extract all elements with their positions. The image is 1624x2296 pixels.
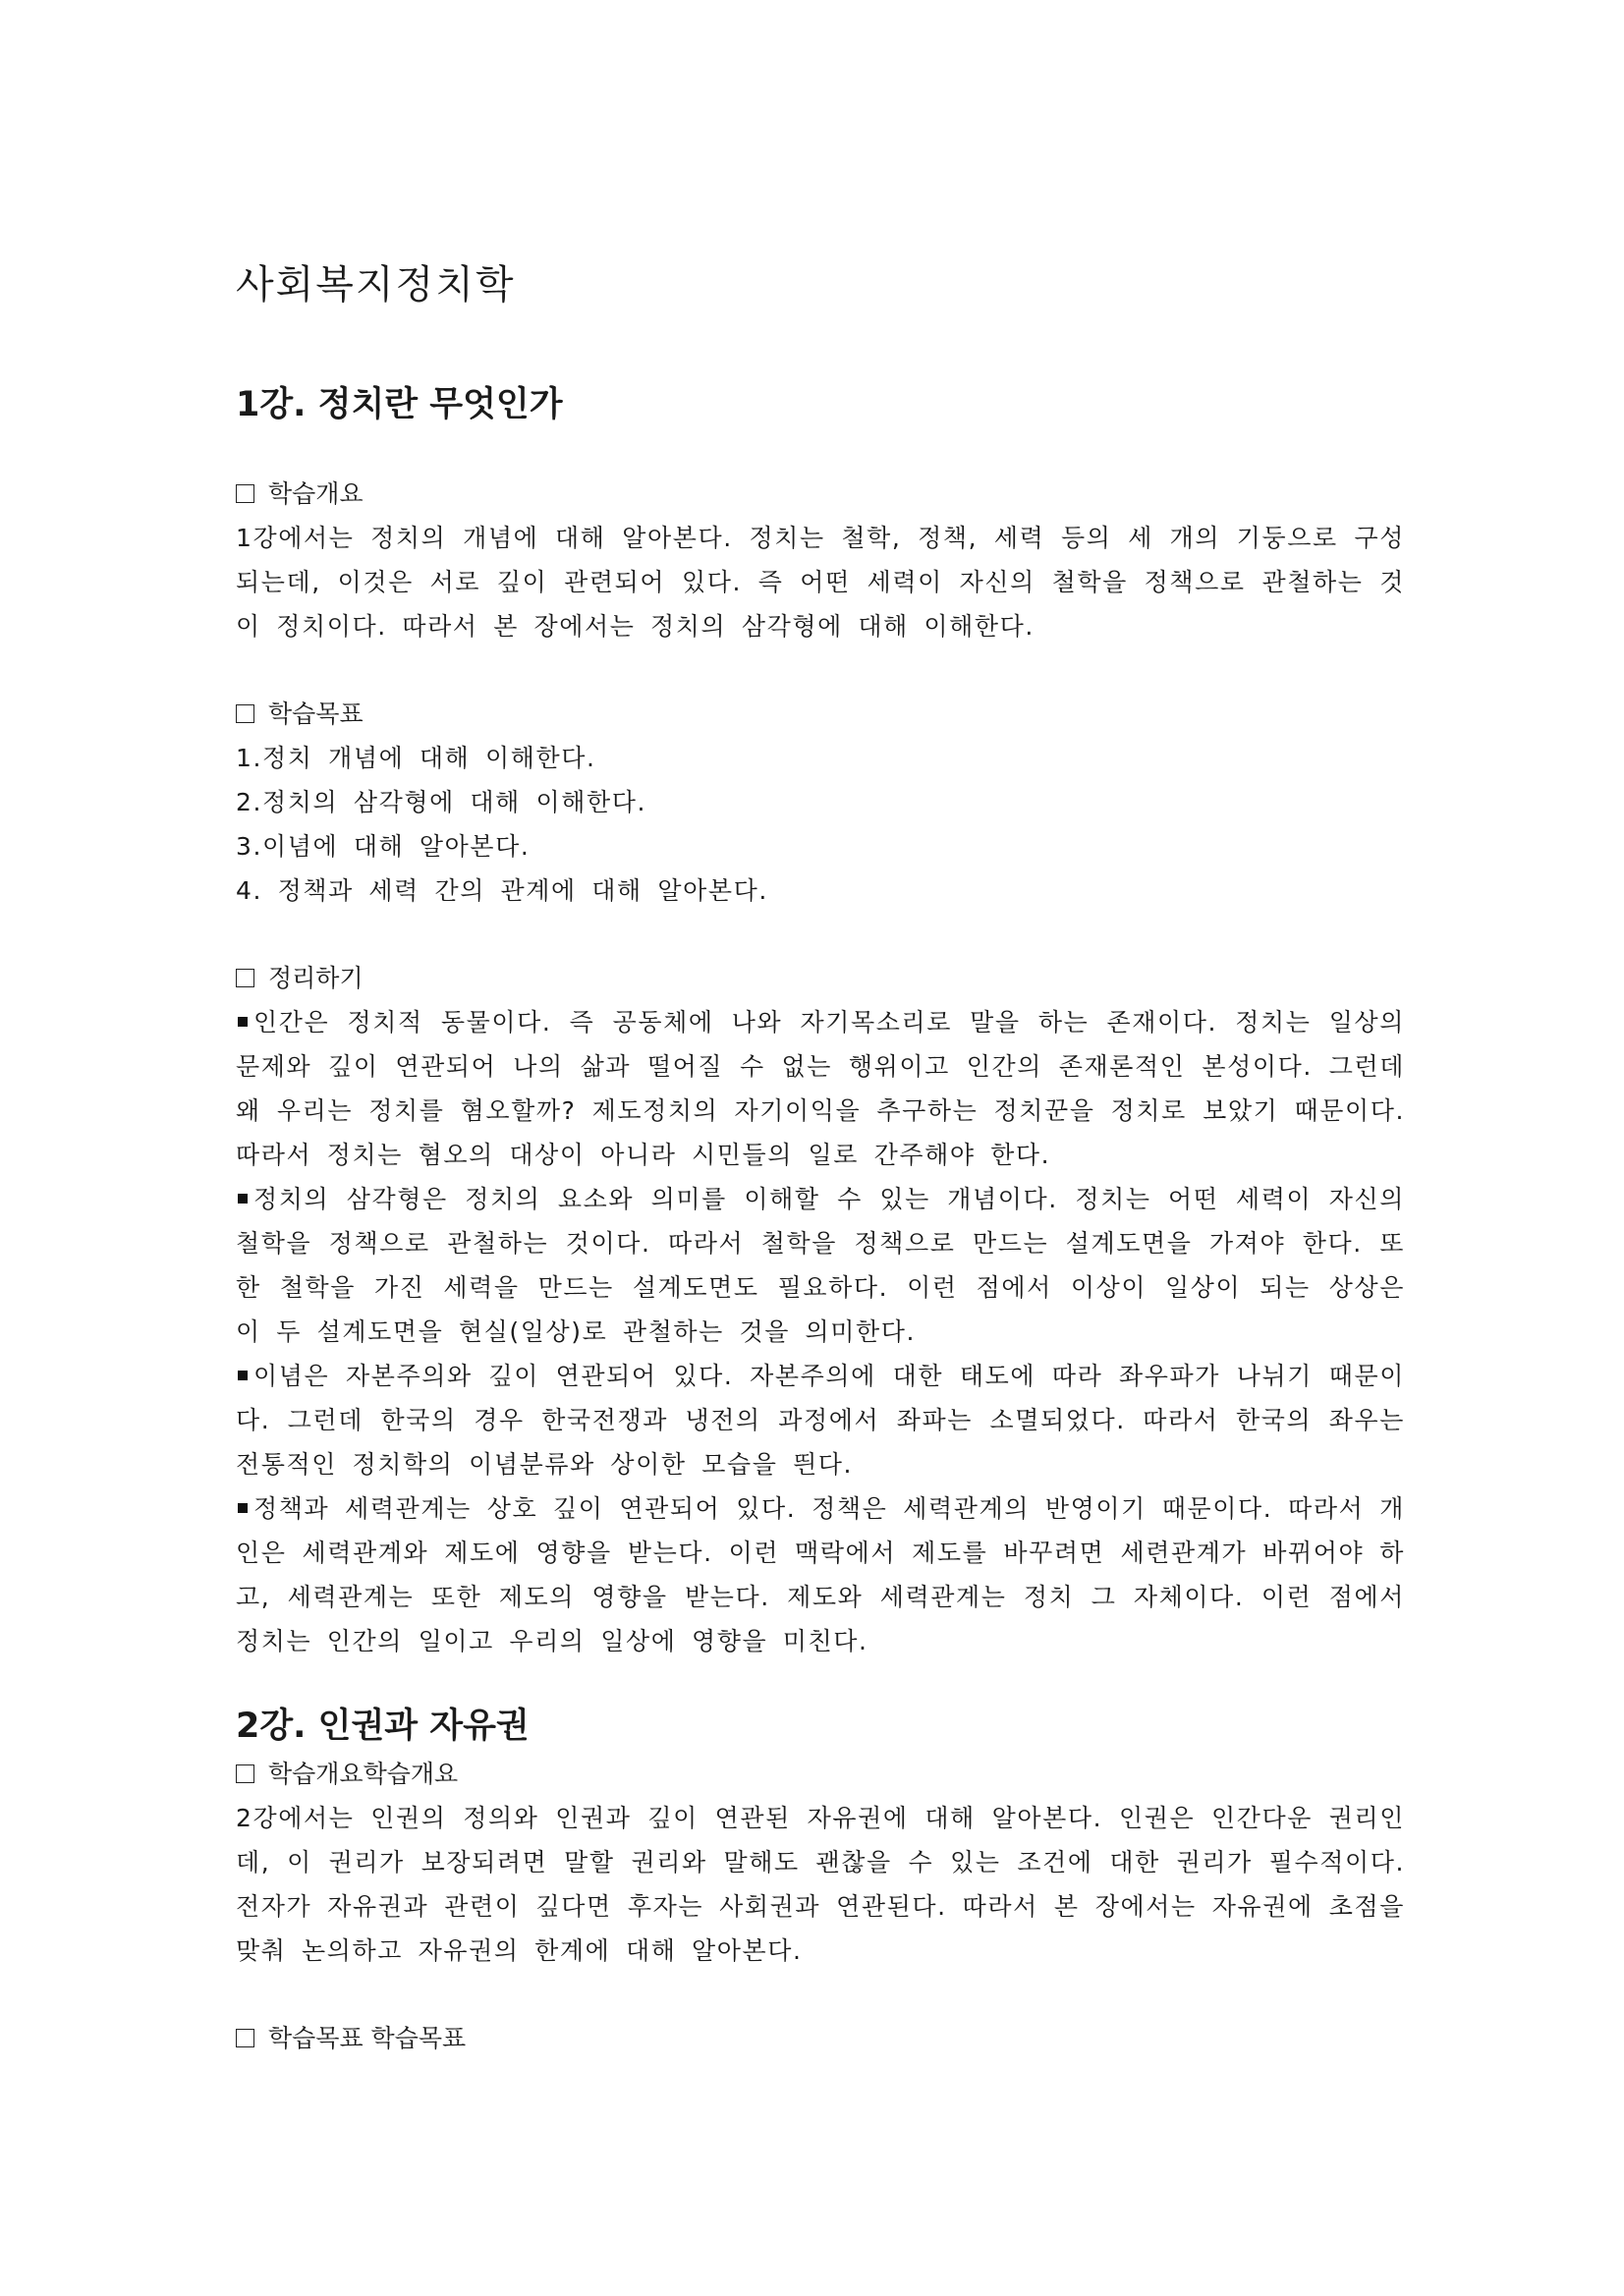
checkbox-square-icon	[236, 484, 254, 503]
square-bullet-icon	[238, 1503, 248, 1513]
goals-list	[236, 736, 1405, 913]
lecture-1	[236, 379, 1405, 1663]
overview-heading: 학습개요학습개요	[268, 1760, 459, 1788]
document-title: 사회복지정치학	[236, 262, 516, 308]
checkbox-square-icon	[236, 969, 254, 987]
summary-heading: 정리하기	[268, 964, 364, 992]
list-item: 4. 정책과 세력 간의 관계에 대해 알아본다.	[236, 876, 768, 905]
overview-heading: 학습개요	[268, 479, 364, 508]
summary-paragraph: 정책과 세력관계는 상호 깊이 연관되어 있다. 정책은 세력관계의 반영이기 때문이다. 따라서 개인은 세력관계와 제도에 영향을 받는다. 이런 맥락에서 제도를 바꾸려면 세련관계가 바뀌어야 하고, 세력관계는 또한 제도의 영향을 받는다. 제도와 세력관계는 정치 그 자체이다. 이런 점에서 정치는 인간의 일이고 우리의 일상에 영향을 미친다.	[236, 1494, 1405, 1655]
checkbox-square-icon	[236, 1764, 254, 1783]
square-bullet-icon	[238, 1017, 248, 1027]
checkbox-square-icon	[236, 704, 254, 723]
summary-paragraph: 이념은 자본주의와 깊이 연관되어 있다. 자본주의에 대한 태도에 따라 좌우파가 나뉘기 때문이다. 그런데 한국의 경우 한국전쟁과 냉전의 과정에서 좌파는 소멸되었다. 따라서 한국의 좌우는 전통적인 정치학의 이념분류와 상이한 모습을 띈다.	[236, 1362, 1405, 1479]
list-item: 1.정치 개념에 대해 이해한다.	[236, 744, 596, 772]
overview-text: 2강에서는 인권의 정의와 인권과 깊이 연관된 자유권에 대해 알아본다. 인권은 인간다운 권리인데, 이 권리가 보장되려면 말할 권리와 말해도 괜찮을 수 있는 조건에 대한 권리가 필수적이다. 전자가 자유권과 관련이 깊다면 후자는 사회권과 연관된다. 따라서 본 장에서는 자유권에 초점을 맞춰 논의하고 자유권의 한계에 대해 알아본다.	[236, 1804, 1405, 1965]
lecture-1-title: 1강. 정치란 무엇인가	[236, 385, 563, 424]
document-page	[236, 255, 1405, 2060]
square-bullet-icon	[238, 1194, 248, 1204]
lecture-1-goals	[236, 692, 1405, 913]
lecture-2-title: 2강. 인권과 자유권	[236, 1707, 530, 1746]
goals-heading: 학습목표 학습목표	[268, 2024, 467, 2052]
square-bullet-icon	[238, 1371, 248, 1380]
summary-paragraph: 정치의 삼각형은 정치의 요소와 의미를 이해할 수 있는 개념이다. 정치는 어떤 세력이 자신의 철학을 정책으로 관철하는 것이다. 따라서 철학을 정책으로 만드는 설계도면을 가져야 한다. 또한 철학을 가진 세력을 만드는 설계도면도 필요하다. 이런 점에서 이상이 일상이 되는 상상은 이 두 설계도면을 현실(일상)로 관철하는 것을 의미한다.	[236, 1185, 1405, 1346]
lecture-1-summary	[236, 956, 1405, 1663]
lecture-2-goals	[236, 2016, 1405, 2060]
checkbox-square-icon	[236, 2029, 254, 2047]
summary-paragraph: 인간은 정치적 동물이다. 즉 공동체에 나와 자기목소리로 말을 하는 존재이다. 정치는 일상의 문제와 깊이 연관되어 나의 삶과 떨어질 수 없는 행위이고 인간의 존재론적인 본성이다. 그런데 왜 우리는 정치를 혐오할까? 제도정치의 자기이익을 추구하는 정치꾼을 정치로 보았기 때문이다. 따라서 정치는 혐오의 대상이 아니라 시민들의 일로 간주해야 한다.	[236, 1008, 1405, 1169]
list-item: 3.이념에 대해 알아본다.	[236, 832, 531, 861]
list-item: 2.정치의 삼각형에 대해 이해한다.	[236, 788, 646, 816]
lecture-1-overview	[236, 472, 1405, 648]
goals-heading: 학습목표	[268, 700, 364, 728]
lecture-2	[236, 1701, 1405, 2060]
lecture-2-overview	[236, 1752, 1405, 1973]
overview-text: 1강에서는 정치의 개념에 대해 알아본다. 정치는 철학, 정책, 세력 등의 세 개의 기둥으로 구성되는데, 이것은 서로 깊이 관련되어 있다. 즉 어떤 세력이 자신의 철학을 정책으로 관철하는 것이 정치이다. 따라서 본 장에서는 정치의 삼각형에 대해 이해한다.	[236, 524, 1405, 641]
